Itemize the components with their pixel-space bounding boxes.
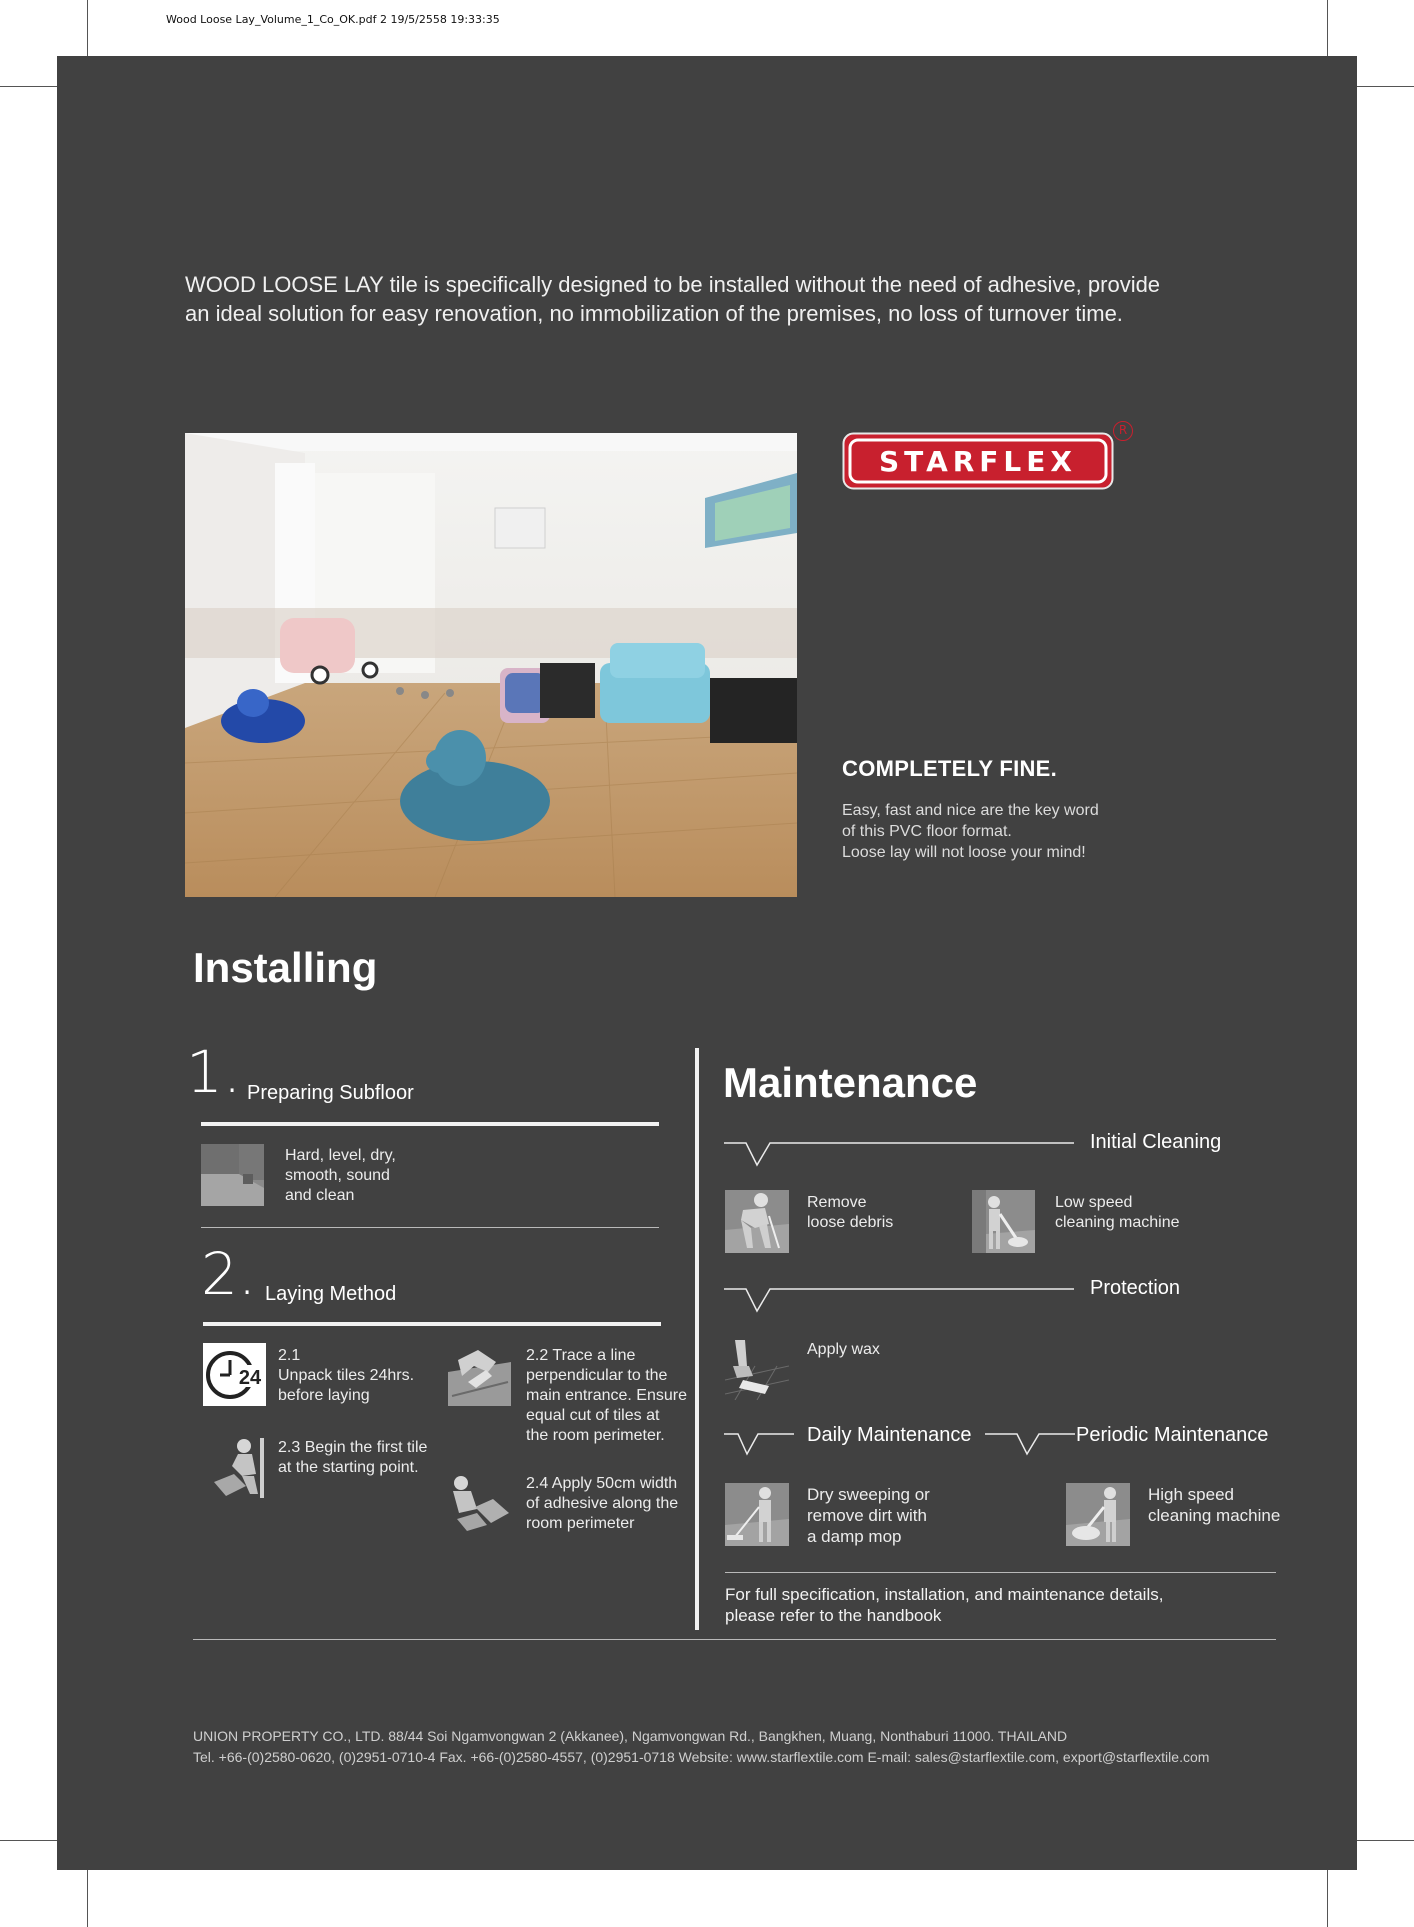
svg-text:24: 24 <box>238 1367 262 1389</box>
step-2-1-note <box>278 1346 414 1406</box>
step-title: Preparing Subfloor <box>247 1082 414 1104</box>
step-2-2-note <box>526 1346 687 1446</box>
note-line: before laying <box>278 1387 370 1404</box>
adhesive-icon <box>447 1473 511 1533</box>
note-line: please refer to the handbook <box>725 1606 942 1625</box>
high-speed-note <box>1148 1484 1280 1526</box>
intro-line: an ideal solution for easy renovation, no immobilization of the premises, no loss of turnover time. <box>185 301 1123 326</box>
step-number: 1. <box>186 1038 242 1106</box>
note-line: 2.2 Trace a line <box>526 1347 636 1364</box>
crop-mark <box>1357 86 1414 87</box>
debris-note <box>807 1193 893 1233</box>
mop-note <box>807 1484 930 1547</box>
note-line: main entrance. Ensure <box>526 1387 687 1404</box>
note-line: loose debris <box>807 1214 894 1231</box>
note-line: Hard, level, dry, <box>285 1147 396 1164</box>
note-line: 2.4 Apply 50cm width <box>526 1475 678 1492</box>
column-divider <box>695 1048 699 1630</box>
note-line: the room perimeter. <box>526 1427 665 1444</box>
print-slug: Wood Loose Lay_Volume_1_Co_OK.pdf 2 19/5/2558 19:33:35 <box>166 13 500 26</box>
registered-mark: R <box>1113 421 1133 441</box>
divider <box>201 1227 659 1228</box>
subfloor-note <box>285 1146 396 1206</box>
note-line: For full specification, installation, and maintenance details, <box>725 1585 1164 1604</box>
high-speed-machine-icon <box>1066 1483 1130 1546</box>
step-number: 2. <box>201 1240 257 1308</box>
footer-address: UNION PROPERTY CO., LTD. 88/44 Soi Ngamvongwan 2 (Akkanee), Ngamvongwan Rd., Bangkhen, Muang, Nonthaburi 11000. THAILAND <box>193 1728 1068 1744</box>
note-line: Remove <box>807 1194 867 1211</box>
crop-mark <box>0 1840 57 1841</box>
divider <box>725 1572 1276 1573</box>
daily-maintenance-label: Daily Maintenance <box>807 1424 972 1446</box>
intro-paragraph <box>185 270 1195 328</box>
protection-label: Protection <box>1090 1277 1181 1299</box>
maintenance-heading: Maintenance <box>723 1059 978 1106</box>
note-line: Low speed <box>1055 1194 1133 1211</box>
section-pointer-line <box>724 1279 1074 1313</box>
clock-24-icon <box>203 1343 266 1406</box>
installing-heading: Installing <box>193 944 378 991</box>
step-underline <box>203 1322 661 1326</box>
note-line: Dry sweeping or <box>807 1485 930 1504</box>
note-line: cleaning machine <box>1148 1506 1281 1525</box>
footer-divider <box>193 1639 1276 1640</box>
highlight-text <box>842 800 1172 863</box>
intro-line: WOOD LOOSE LAY tile is specifically designed to be installed without the need of adhesive, provide <box>185 272 1161 297</box>
crop-mark <box>1327 1870 1328 1927</box>
debris-removal-icon <box>725 1190 789 1253</box>
note-line: room perimeter <box>526 1515 635 1532</box>
note-line: of adhesive along the <box>526 1495 679 1512</box>
crop-mark <box>0 86 57 87</box>
highlight-line: Easy, fast and nice are the key word <box>842 802 1099 819</box>
wax-note <box>807 1340 880 1360</box>
step-2-3-note <box>278 1438 427 1478</box>
crop-mark <box>87 0 88 56</box>
section-pointer-line <box>985 1424 1075 1458</box>
note-line: High speed <box>1148 1485 1235 1504</box>
crop-mark <box>1357 1840 1414 1841</box>
logo-wordmark: STARFLEX <box>878 445 1078 478</box>
note-line: a damp mop <box>807 1527 902 1546</box>
crop-mark <box>1327 0 1328 56</box>
low-speed-note <box>1055 1193 1180 1233</box>
note-line: Unpack tiles 24hrs. <box>278 1367 415 1384</box>
initial-cleaning-label: Initial Cleaning <box>1090 1131 1222 1153</box>
low-speed-machine-icon <box>972 1190 1035 1253</box>
note-line: at the starting point. <box>278 1459 419 1476</box>
note-line: remove dirt with <box>807 1506 927 1525</box>
subfloor-icon <box>201 1144 264 1206</box>
section-pointer-line <box>724 1424 794 1458</box>
note-line: equal cut of tiles at <box>526 1407 660 1424</box>
footer-contact: Tel. +66-(0)2580-0620, (0)2951-0710-4 Fax. +66-(0)2580-4557, (0)2951-0718 Website: www.starflextile.com E-mail: sales@starflextile.com, export@starflextile.com <box>193 1749 1210 1765</box>
company-footer <box>193 1726 1209 1768</box>
room-photo <box>185 433 797 897</box>
trace-line-icon <box>448 1342 511 1406</box>
section-pointer-line <box>724 1133 1074 1167</box>
note-line: smooth, sound <box>285 1167 390 1184</box>
step-title: Laying Method <box>265 1283 397 1305</box>
step-underline <box>201 1122 659 1126</box>
handbook-note <box>725 1584 1163 1626</box>
periodic-maintenance-label: Periodic Maintenance <box>1076 1424 1269 1446</box>
note-line: and clean <box>285 1187 355 1204</box>
note-line: perpendicular to the <box>526 1367 668 1384</box>
step-2-4-note <box>526 1474 678 1534</box>
highlight-line: Loose lay will not loose your mind! <box>842 844 1086 861</box>
crop-mark <box>87 1870 88 1927</box>
wax-icon <box>725 1336 789 1400</box>
starflex-logo <box>842 432 1114 490</box>
note-line: Apply wax <box>807 1341 880 1358</box>
mop-icon <box>725 1483 789 1546</box>
note-line: 2.3 Begin the first tile <box>278 1439 428 1456</box>
start-tile-icon <box>212 1436 270 1500</box>
highlight-title: COMPLETELY FINE. <box>842 756 1058 781</box>
note-line: 2.1 <box>278 1347 301 1364</box>
highlight-line: of this PVC floor format. <box>842 823 1012 840</box>
note-line: cleaning machine <box>1055 1214 1180 1231</box>
